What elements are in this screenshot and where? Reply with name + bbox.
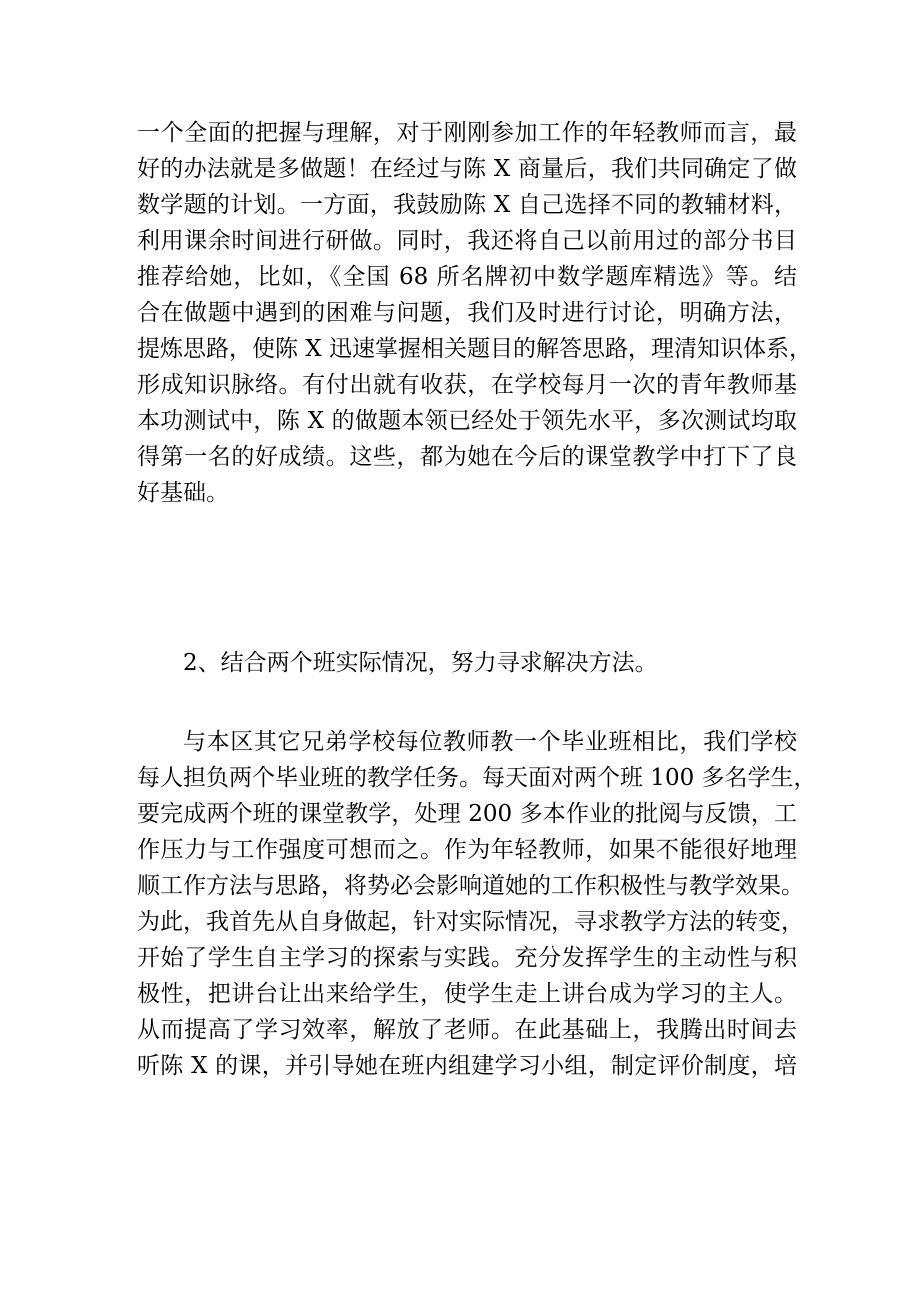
section-heading-text: 2、结合两个班实际情况，努力寻求解决方法。 bbox=[183, 650, 658, 676]
paragraph-line: 利用课余时间进行研做。同时，我还将自己以前用过的部分书目 bbox=[137, 228, 797, 254]
paragraph-line: 开始了学生自主学习的探索与实践。充分发挥学生的主动性与积 bbox=[137, 945, 797, 971]
paragraph-line: 听陈 X 的课，并引导她在班内组建学习小组，制定评价制度，培 bbox=[137, 1053, 797, 1079]
paragraph-line: 一个全面的把握与理解，对于刚刚参加工作的年轻教师而言，最 bbox=[137, 120, 797, 146]
paragraph-line: 为此，我首先从自身做起，针对实际情况，寻求教学方法的转变， bbox=[137, 909, 804, 935]
section-heading bbox=[137, 645, 797, 681]
paragraph-line: 与本区其它兄弟学校每位教师教一个毕业班相比，我们学校 bbox=[183, 729, 797, 755]
paragraph-two-classes bbox=[137, 724, 817, 1084]
paragraph-line: 每人担负两个毕业班的教学任务。每天面对两个班 100 多名学生， bbox=[137, 765, 817, 791]
paragraph-line: 好的办法就是多做题！在经过与陈 X 商量后，我们共同确定了做 bbox=[137, 156, 797, 182]
paragraph-practice-problems bbox=[137, 115, 812, 511]
paragraph-line: 形成知识脉络。有付出就有收获，在学校每月一次的青年教师基 bbox=[137, 372, 797, 398]
paragraph-line: 推荐给她，比如，《全国 68 所名牌初中数学题库精选》等。结 bbox=[137, 264, 797, 290]
paragraph-line: 合在做题中遇到的困难与问题，我们及时进行讨论，明确方法， bbox=[137, 300, 797, 326]
paragraph-line: 顺工作方法与思路，将势必会影响道她的工作积极性与教学效果。 bbox=[137, 873, 804, 899]
paragraph-line: 作压力与工作强度可想而之。作为年轻教师，如果不能很好地理 bbox=[137, 837, 797, 863]
paragraph-line: 数学题的计划。一方面，我鼓励陈 X 自己选择不同的教辅材料， bbox=[137, 192, 797, 218]
paragraph-line: 得第一名的好成绩。这些，都为她在今后的课堂教学中打下了良 bbox=[137, 444, 797, 470]
paragraph-line: 本功测试中，陈 X 的做题本领已经处于领先水平，多次测试均取 bbox=[137, 408, 797, 434]
paragraph-line: 要完成两个班的课堂教学，处理 200 多本作业的批阅与反馈，工 bbox=[137, 801, 797, 827]
paragraph-line: 好基础。 bbox=[137, 480, 229, 506]
paragraph-line: 从而提高了学习效率，解放了老师。在此基础上，我腾出时间去 bbox=[137, 1017, 797, 1043]
paragraph-line: 提炼思路，使陈 X 迅速掌握相关题目的解答思路，理清知识体系， bbox=[137, 336, 812, 362]
paragraph-line: 极性，把讲台让出来给学生，使学生走上讲台成为学习的主人。 bbox=[137, 981, 797, 1007]
